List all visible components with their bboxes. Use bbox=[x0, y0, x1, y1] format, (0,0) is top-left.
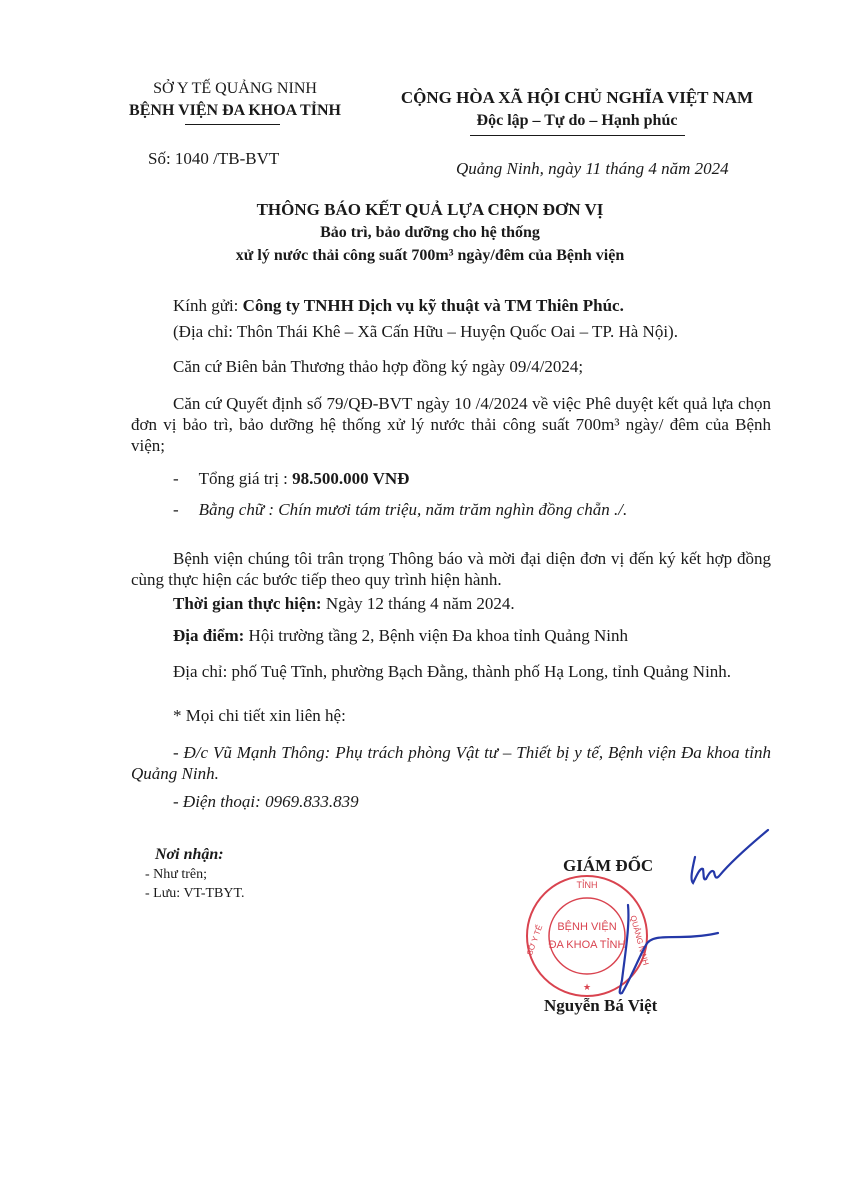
venue-label: Địa điểm: bbox=[173, 626, 245, 645]
stamp-top-text: TỈNH bbox=[576, 880, 598, 890]
place-and-date: Quảng Ninh, ngày 11 tháng 4 năm 2024 bbox=[456, 159, 729, 178]
basis-decision: Căn cứ Quyết định số 79/QĐ-BVT ngày 10 /4/2024 về việc Phê duyệt kết quả lựa chọn đơn vị bảo trì, bảo dưỡng hệ thống xử lý nước thải công suất 700m³ ngày/ đêm của Bệnh viện; bbox=[131, 394, 771, 455]
announcement-paragraph: Bệnh viện chúng tôi trân trọng Thông báo và mời đại diện đơn vị đến ký kết hợp đồng cùng thực hiện các bước tiếp theo quy trình hiện hành. bbox=[131, 549, 771, 589]
stamp-right-text: QUẢNG NINH bbox=[628, 914, 651, 967]
words-label: Bằng chữ : bbox=[198, 500, 279, 519]
agency-name: SỞ Y TẾ QUẢNG NINH bbox=[153, 80, 317, 97]
recipient-item: - Lưu: VT-TBYT. bbox=[145, 886, 245, 901]
time-value: Ngày 12 tháng 4 năm 2024. bbox=[321, 594, 515, 613]
execution-time bbox=[173, 594, 515, 614]
header-right-rule bbox=[470, 135, 685, 136]
venue-value: Hội trường tầng 2, Bệnh viện Đa khoa tỉnh Quảng Ninh bbox=[244, 626, 628, 645]
document-number: Số: 1040 /TB-BVT bbox=[148, 149, 280, 168]
amount-in-words-line bbox=[173, 500, 627, 520]
stamp-star: ★ bbox=[582, 983, 592, 993]
basis-minutes: Căn cứ Biên bản Thương thảo hợp đồng ký ngày 09/4/2024; bbox=[173, 357, 584, 376]
recipient-address: (Địa chỉ: Thôn Thái Khê – Xã Cấn Hữu – Huyện Quốc Oai – TP. Hà Nội). bbox=[173, 322, 678, 341]
stamp-line-2: ĐA KHOA TỈNH bbox=[548, 939, 626, 951]
venue bbox=[173, 626, 628, 646]
recipient-label: Kính gửi: bbox=[173, 296, 239, 315]
total-label: Tổng giá trị : bbox=[198, 469, 293, 488]
subject-line-2: xử lý nước thải công suất 700m³ ngày/đêm của Bệnh viện bbox=[235, 247, 625, 264]
contact-person: - Đ/c Vũ Mạnh Thông: Phụ trách phòng Vật tư – Thiết bị y tế, Bệnh viện Đa khoa tỉnh Quảng Ninh. bbox=[131, 743, 771, 783]
words-value: Chín mươi tám triệu, năm trăm nghìn đồng chẵn ./. bbox=[278, 500, 628, 519]
header-left-rule bbox=[185, 124, 280, 125]
stamp-left-text: SỞ Y TẾ bbox=[524, 923, 545, 957]
hospital-name: BỆNH VIỆN ĐA KHOA TỈNH bbox=[129, 102, 341, 119]
recipients-title: Nơi nhận: bbox=[155, 846, 224, 863]
document-title: THÔNG BÁO KẾT QUẢ LỰA CHỌN ĐƠN VỊ bbox=[256, 200, 604, 219]
recipient-name: Công ty TNHH Dịch vụ kỹ thuật và TM Thiên Phúc. bbox=[242, 296, 624, 315]
stamp-line-1: BỆNH VIỆN bbox=[557, 921, 617, 933]
subject-line-1: Bảo trì, bảo dưỡng cho hệ thống bbox=[320, 224, 540, 241]
director-name: Nguyễn Bá Việt bbox=[544, 996, 658, 1015]
recipient-line bbox=[173, 296, 624, 316]
contact-intro: * Mọi chi tiết xin liên hệ: bbox=[173, 706, 346, 725]
director-title: GIÁM ĐỐC bbox=[563, 856, 654, 875]
bullet-dash: - bbox=[173, 500, 179, 519]
handwritten-signature bbox=[600, 825, 800, 1005]
total-value: 98.500.000 VNĐ bbox=[292, 469, 410, 488]
country-name: CỘNG HÒA XÃ HỘI CHỦ NGHĨA VIỆT NAM bbox=[400, 88, 754, 107]
time-label: Thời gian thực hiện: bbox=[173, 594, 322, 613]
recipient-item: - Như trên; bbox=[145, 867, 208, 882]
total-value-line bbox=[173, 469, 409, 489]
bullet-dash: - bbox=[173, 469, 179, 488]
contact-phone: - Điện thoại: 0969.833.839 bbox=[173, 792, 359, 811]
venue-address: Địa chỉ: phố Tuệ Tĩnh, phường Bạch Đằng, thành phố Hạ Long, tỉnh Quảng Ninh. bbox=[173, 662, 732, 681]
motto: Độc lập – Tự do – Hạnh phúc bbox=[476, 112, 678, 129]
